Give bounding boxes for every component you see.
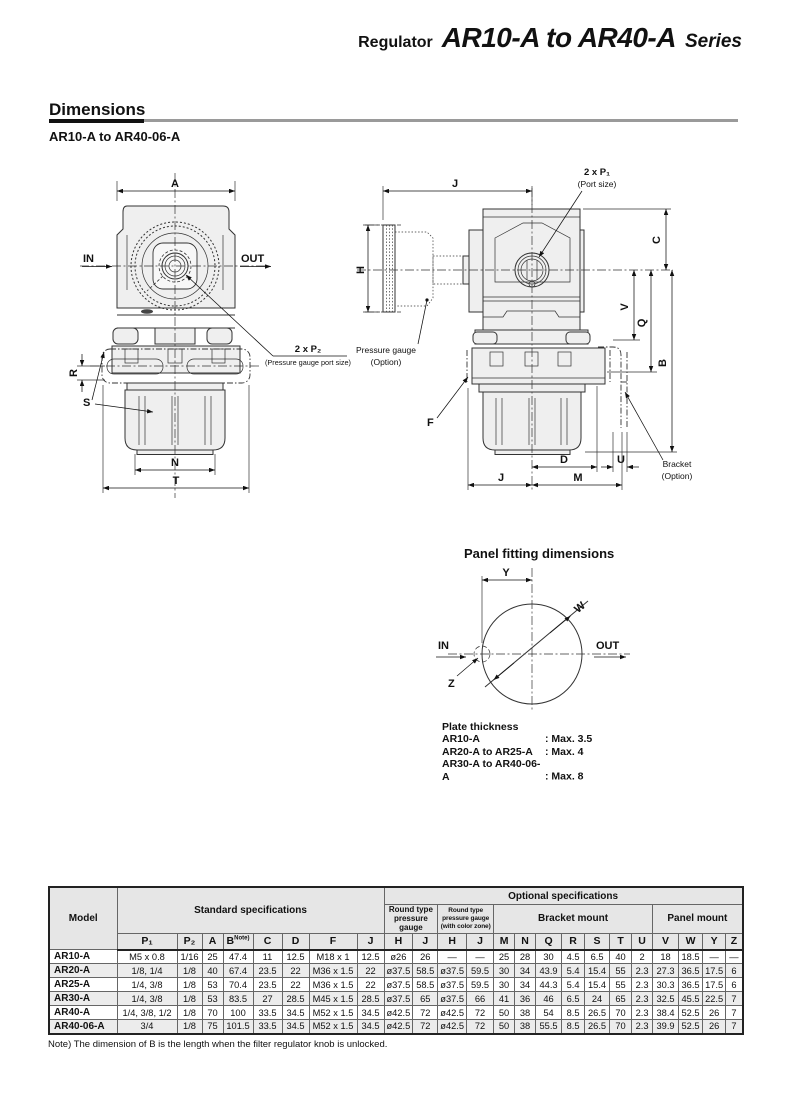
side-gauge-label: Pressure gauge — [355, 345, 417, 355]
plate-thickness-heading: Plate thickness — [442, 721, 519, 733]
table-cell: 44.3 — [536, 978, 562, 992]
side-dim-u: U — [617, 454, 625, 466]
table-cell: 8.5 — [562, 1020, 585, 1034]
table-cell: 7 — [726, 1020, 743, 1034]
side-port1-label: 2 x P₁ — [583, 167, 611, 178]
column-header: P₁ — [117, 933, 177, 950]
column-header: H — [438, 933, 467, 950]
table-cell: 22 — [357, 964, 384, 978]
table-cell: 83.5 — [223, 992, 253, 1006]
table-cell: 66 — [467, 992, 494, 1006]
table-cell: 54 — [536, 1006, 562, 1020]
smc-logo-mark — [141, 309, 153, 314]
table-cell: 34 — [515, 978, 536, 992]
table-row — [49, 1006, 743, 1020]
side-dim-f: F — [427, 417, 434, 429]
table-cell: 22 — [282, 964, 309, 978]
table-cell: 1/8 — [177, 992, 202, 1006]
table-cell: ø26 — [384, 950, 413, 964]
column-header: J — [357, 933, 384, 950]
table-row — [49, 992, 743, 1006]
table-cell: 7 — [726, 992, 743, 1006]
table-cell: 28 — [515, 950, 536, 964]
table-cell: 38 — [515, 1006, 536, 1020]
side-dim-j-bottom: J — [497, 472, 505, 484]
plate-value: : Max. 4 — [545, 745, 584, 758]
dimensions-table — [48, 886, 744, 1035]
side-port1-sublabel: (Port size) — [577, 179, 617, 189]
model-cell: AR30-A — [49, 992, 117, 1006]
table-cell: 15.4 — [585, 978, 610, 992]
table-cell: 24 — [585, 992, 610, 1006]
table-cell: 34.5 — [357, 1006, 384, 1020]
front-port2-label: 2 x P₂ — [294, 344, 322, 355]
table-cell: 70 — [610, 1006, 632, 1020]
column-header: Y — [703, 933, 726, 950]
table-cell: 1/4, 3/8 — [117, 992, 177, 1006]
table-cell: 65 — [413, 992, 438, 1006]
table-cell: ø37.5 — [438, 978, 467, 992]
table-cell: 38 — [515, 1020, 536, 1034]
table-cell: — — [438, 950, 467, 964]
section-heading: Dimensions — [49, 100, 146, 119]
column-header: A — [202, 933, 223, 950]
table-cell: 1/4, 3/8 — [117, 978, 177, 992]
table-cell: ø42.5 — [384, 1020, 413, 1034]
table-cell: 34 — [515, 964, 536, 978]
table-row — [49, 1020, 743, 1034]
table-cell: 26 — [413, 950, 438, 964]
column-header: R — [562, 933, 585, 950]
table-header-round-gauge: Round type pressure gauge — [384, 905, 438, 934]
table-cell: 40 — [610, 950, 632, 964]
side-dim-m: M — [573, 472, 583, 484]
table-cell: 2.3 — [632, 964, 653, 978]
plate-thickness-row — [442, 758, 592, 783]
table-cell: 25 — [202, 950, 223, 964]
table-cell: 47.4 — [223, 950, 253, 964]
table-cell: 34.5 — [282, 1020, 309, 1034]
table-cell: M18 x 1 — [309, 950, 357, 964]
table-cell: — — [703, 950, 726, 964]
panel-dim-w: W — [572, 599, 588, 616]
model-cell: AR20-A — [49, 964, 117, 978]
model-cell: AR10-A — [49, 950, 117, 964]
panel-in-label: IN — [438, 640, 449, 652]
front-view-body — [80, 173, 270, 498]
table-cell: 41 — [494, 992, 515, 1006]
table-cell: 4.5 — [562, 950, 585, 964]
table-cell: 67.4 — [223, 964, 253, 978]
table-cell: 43.9 — [536, 964, 562, 978]
column-header: D — [282, 933, 309, 950]
front-port2-sublabel: (Pressure gauge port size) — [265, 358, 351, 367]
table-cell: 70.4 — [223, 978, 253, 992]
title-suffix: Series — [684, 31, 742, 52]
plate-thickness-row — [442, 733, 592, 745]
table-cell: 27 — [253, 992, 282, 1006]
panel-out-label: OUT — [596, 640, 620, 652]
table-cell: 55 — [610, 964, 632, 978]
table-cell: 72 — [467, 1006, 494, 1020]
table-note: Note) The dimension of B is the length when the filter regulator knob is unlocked. — [48, 1039, 388, 1050]
table-cell: 30 — [494, 964, 515, 978]
table-cell: 55.5 — [536, 1020, 562, 1034]
table-cell: 28.5 — [357, 992, 384, 1006]
title-kicker: Regulator — [358, 34, 433, 51]
side-gauge-sublabel: (Option) — [370, 357, 402, 367]
table-row — [49, 978, 743, 992]
front-view-drawing — [55, 163, 365, 513]
table-cell: 52.5 — [679, 1006, 703, 1020]
table-cell: 1/4, 3/8, 1/2 — [117, 1006, 177, 1020]
table-cell: 1/8 — [177, 964, 202, 978]
table-cell: 39.9 — [653, 1020, 679, 1034]
table-cell: 28.5 — [282, 992, 309, 1006]
panel-fitting-drawing — [430, 563, 710, 723]
table-cell: 6.5 — [585, 950, 610, 964]
table-cell: 50 — [494, 1006, 515, 1020]
table-header-panel-mount: Panel mount — [653, 905, 743, 934]
table-header-bracket-mount: Bracket mount — [494, 905, 653, 934]
table-cell: 6.5 — [562, 992, 585, 1006]
front-in-label: IN — [83, 253, 94, 265]
model-cell: AR40-A — [49, 1006, 117, 1020]
column-header: Q — [536, 933, 562, 950]
column-header: P₂ — [177, 933, 202, 950]
table-cell: 30 — [494, 978, 515, 992]
column-header: N — [515, 933, 536, 950]
table-cell: 2.3 — [632, 978, 653, 992]
section-subheading: AR10-A to AR40-06-A — [49, 129, 181, 144]
column-header: C — [253, 933, 282, 950]
table-cell: 52.5 — [679, 1020, 703, 1034]
table-cell: 8.5 — [562, 1006, 585, 1020]
table-cell: 7 — [726, 1006, 743, 1020]
table-cell: 58.5 — [413, 978, 438, 992]
table-cell: 59.5 — [467, 964, 494, 978]
side-dim-c: C — [651, 236, 663, 244]
table-cell: 30 — [536, 950, 562, 964]
table-cell: 72 — [467, 1020, 494, 1034]
panel-dim-y: Y — [502, 567, 510, 579]
section-rule — [49, 119, 738, 122]
table-header-round-gauge-color: Round type pressure gauge (with color zone) — [438, 905, 494, 934]
model-cell: AR25-A — [49, 978, 117, 992]
table-cell: ø42.5 — [438, 1006, 467, 1020]
table-cell: 30.3 — [653, 978, 679, 992]
table-header-standard: Standard specifications — [117, 887, 384, 933]
table-cell: 6 — [726, 978, 743, 992]
table-cell: 58.5 — [413, 964, 438, 978]
model-cell: AR40-06-A — [49, 1020, 117, 1034]
table-cell: 15.4 — [585, 964, 610, 978]
table-cell: 53 — [202, 978, 223, 992]
front-dim-r: R — [68, 369, 80, 377]
column-header: M — [494, 933, 515, 950]
table-cell: 6 — [726, 964, 743, 978]
column-header: W — [679, 933, 703, 950]
table-cell: 22.5 — [703, 992, 726, 1006]
section-rule-accent — [49, 119, 144, 123]
table-cell: 65 — [610, 992, 632, 1006]
table-cell: 36.5 — [679, 964, 703, 978]
table-cell: 55 — [610, 978, 632, 992]
table-cell: 2.3 — [632, 992, 653, 1006]
table-cell: M52 x 1.5 — [309, 1006, 357, 1020]
table-cell: ø37.5 — [438, 992, 467, 1006]
table-cell: 12.5 — [282, 950, 309, 964]
table-cell: 72 — [413, 1006, 438, 1020]
table-cell: 17.5 — [703, 978, 726, 992]
side-dim-b: B — [657, 359, 669, 367]
side-bracket-label: Bracket — [662, 459, 692, 469]
plate-thickness — [442, 721, 592, 783]
table-cell: 5.4 — [562, 964, 585, 978]
column-header: T — [610, 933, 632, 950]
table-cell: 50 — [494, 1020, 515, 1034]
table-cell: 40 — [202, 964, 223, 978]
table-cell: 23.5 — [253, 978, 282, 992]
table-cell: 32.5 — [653, 992, 679, 1006]
column-header: $B^{Note)}$ — [223, 933, 253, 950]
table-cell: 100 — [223, 1006, 253, 1020]
table-cell: 26 — [703, 1006, 726, 1020]
table-cell: 38.4 — [653, 1006, 679, 1020]
plate-value: : Max. 8 — [545, 770, 584, 783]
front-out-label: OUT — [241, 253, 265, 265]
table-cell: 27.3 — [653, 964, 679, 978]
table-cell: 101.5 — [223, 1020, 253, 1034]
table-cell: 36.5 — [679, 978, 703, 992]
column-header: Z — [726, 933, 743, 950]
column-header: J — [413, 933, 438, 950]
plate-thickness-row — [442, 746, 592, 758]
table-cell: 70 — [610, 1020, 632, 1034]
side-view-drawing — [355, 160, 700, 510]
side-dim-q: Q — [636, 318, 648, 328]
title-series-range: AR10-A to AR40-A — [441, 22, 676, 53]
panel-dim-z: Z — [448, 678, 455, 690]
table-cell: M5 x 0.8 — [117, 950, 177, 964]
table-cell: 1/8 — [177, 1020, 202, 1034]
table-cell: ø37.5 — [384, 992, 413, 1006]
table-cell: M45 x 1.5 — [309, 992, 357, 1006]
table-cell: — — [467, 950, 494, 964]
panel-fitting-title: Panel fitting dimensions — [464, 546, 615, 561]
column-header: H — [384, 933, 413, 950]
table-cell: 1/8 — [177, 1006, 202, 1020]
plate-value: : Max. 3.5 — [545, 733, 593, 746]
panel-fitting-shapes — [448, 568, 630, 710]
table-cell: ø37.5 — [438, 964, 467, 978]
front-dim-t: T — [172, 475, 180, 487]
table-cell: — — [726, 950, 743, 964]
table-cell: 11 — [253, 950, 282, 964]
table-cell: 45.5 — [679, 992, 703, 1006]
page-title — [330, 22, 742, 54]
table-cell: 23.5 — [253, 964, 282, 978]
table-cell: ø42.5 — [438, 1020, 467, 1034]
table-cell: 46 — [536, 992, 562, 1006]
column-header: S — [585, 933, 610, 950]
side-bracket-sublabel: (Option) — [661, 471, 693, 481]
table-cell: 34.5 — [357, 1020, 384, 1034]
table-cell: 25 — [494, 950, 515, 964]
table-cell: 5.4 — [562, 978, 585, 992]
table-cell: ø37.5 — [384, 964, 413, 978]
table-cell: ø37.5 — [384, 978, 413, 992]
table-cell: 3/4 — [117, 1020, 177, 1034]
table-cell: 72 — [413, 1020, 438, 1034]
column-header: U — [632, 933, 653, 950]
table-cell: 33.5 — [253, 1006, 282, 1020]
table-cell: 1/8 — [177, 978, 202, 992]
table-cell: 17.5 — [703, 964, 726, 978]
table-cell: 12.5 — [357, 950, 384, 964]
table-cell: 22 — [357, 978, 384, 992]
front-dim-n: N — [171, 457, 179, 469]
table-cell: 33.5 — [253, 1020, 282, 1034]
table-cell: 26.5 — [585, 1006, 610, 1020]
table-cell: 34.5 — [282, 1006, 309, 1020]
table-header-model: Model — [49, 887, 117, 950]
table-cell: 26.5 — [585, 1020, 610, 1034]
table-cell: 1/8, 1/4 — [117, 964, 177, 978]
table-row — [49, 950, 743, 964]
side-dim-d: D — [560, 454, 568, 466]
table-cell: 1/16 — [177, 950, 202, 964]
table-header-optional: Optional specifications — [384, 887, 743, 905]
plate-model: AR30-A to AR40-06-A — [442, 758, 541, 783]
front-dim-s: S — [83, 397, 91, 409]
table-cell: 26 — [703, 1020, 726, 1034]
table-cell: 2 — [632, 950, 653, 964]
table-cell: 18.5 — [679, 950, 703, 964]
table-cell: 59.5 — [467, 978, 494, 992]
front-dim-a: A — [171, 178, 179, 190]
table-cell: 2.3 — [632, 1020, 653, 1034]
panel-fitting-dimensions — [436, 567, 626, 690]
column-header: F — [309, 933, 357, 950]
side-dim-j-top: J — [451, 178, 459, 190]
table-cell: 18 — [653, 950, 679, 964]
table-cell: 2.3 — [632, 1006, 653, 1020]
side-dim-h: H — [355, 266, 367, 274]
table-cell: 75 — [202, 1020, 223, 1034]
side-dim-v: V — [619, 303, 631, 311]
table-cell: 36 — [515, 992, 536, 1006]
table-cell: 53 — [202, 992, 223, 1006]
table-cell: M36 x 1.5 — [309, 964, 357, 978]
column-header: V — [653, 933, 679, 950]
table-cell: M52 x 1.5 — [309, 1020, 357, 1034]
plate-model: AR20-A to AR25-A — [442, 745, 533, 758]
table-cell: 70 — [202, 1006, 223, 1020]
table-cell: 22 — [282, 978, 309, 992]
table-row — [49, 964, 743, 978]
column-header: J — [467, 933, 494, 950]
table-cell: ø42.5 — [384, 1006, 413, 1020]
table-cell: M36 x 1.5 — [309, 978, 357, 992]
plate-model: AR10-A — [442, 733, 480, 746]
